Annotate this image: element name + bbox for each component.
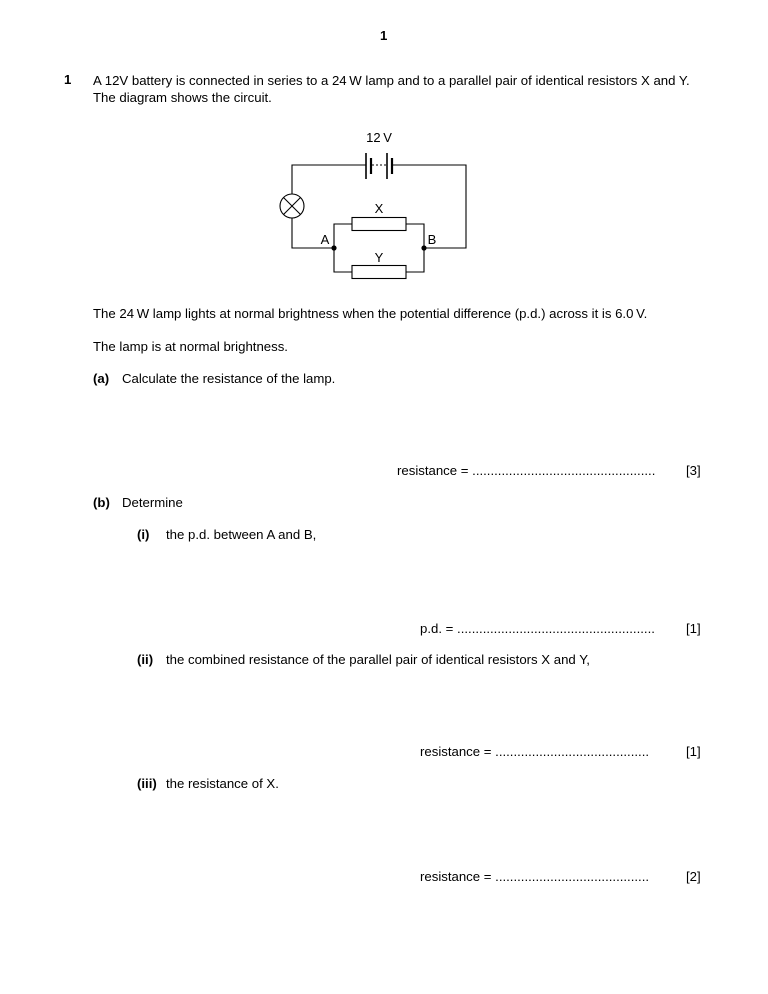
part-b-i-label: (i) [137, 527, 150, 542]
part-b-ii-marks: [1] [686, 744, 701, 759]
part-a-answer-label: resistance = [397, 463, 469, 478]
resistor-x-label: X [374, 201, 384, 216]
node-b-label: B [427, 232, 437, 247]
question-intro: A 12V battery is connected in series to a 24 W lamp and to a parallel pair of identical resistors X and Y. The diagram shows the circuit. [93, 73, 690, 105]
part-b-i-text: the p.d. between A and B, [166, 527, 317, 542]
part-b-i-answer-label: p.d. = [420, 621, 454, 636]
part-a-answer-line [397, 463, 701, 478]
part-b-ii-answer-line [420, 744, 701, 759]
part-a-marks: [3] [686, 463, 701, 478]
part-b-iii-answer-label: resistance = [420, 869, 492, 884]
wire-branch-right [406, 224, 424, 272]
part-a-label: (a) [93, 371, 110, 386]
part-b-iii-answer-field[interactable]: .......................................... [495, 869, 650, 884]
battery-label: 12 V [366, 130, 392, 145]
wire-top-left [292, 165, 366, 194]
part-b-label: (b) [93, 495, 110, 510]
part-b-i-marks: [1] [686, 621, 701, 636]
wire-branch-left [334, 224, 352, 272]
statement-normal-brightness: The lamp is at normal brightness. [93, 339, 288, 354]
node-a-dot [331, 245, 336, 250]
part-b-i-answer-line [420, 621, 701, 636]
resistor-y [352, 266, 406, 279]
part-b-ii-text: the combined resistance of the parallel pair of identical resistors X and Y, [166, 652, 590, 667]
part-b-iii-label: (iii) [137, 776, 157, 791]
circuit-diagram [0, 0, 768, 300]
resistor-x [352, 218, 406, 231]
resistor-y-label: Y [374, 250, 384, 265]
part-b-i-answer-field[interactable]: ...................................................... [457, 621, 655, 636]
part-a-text: Calculate the resistance of the lamp. [122, 371, 336, 386]
part-b-iii-text: the resistance of X. [166, 776, 279, 791]
node-a-label: A [320, 232, 330, 247]
part-a-answer-field[interactable]: .................................................. [472, 463, 656, 478]
part-b-ii-answer-field[interactable]: .......................................... [495, 744, 650, 759]
node-b-dot [421, 245, 426, 250]
part-b-text: Determine [122, 495, 183, 510]
part-b-iii-marks: [2] [686, 869, 701, 884]
part-b-ii-label: (ii) [137, 652, 154, 667]
part-b-iii-answer-line [420, 869, 701, 884]
question-number: 1 [64, 72, 72, 87]
part-b-ii-answer-label: resistance = [420, 744, 492, 759]
statement-lamp-brightness: The 24 W lamp lights at normal brightness when the potential difference (p.d.) across it is 6.0 V. [93, 306, 648, 321]
page-number: 1 [380, 28, 388, 43]
